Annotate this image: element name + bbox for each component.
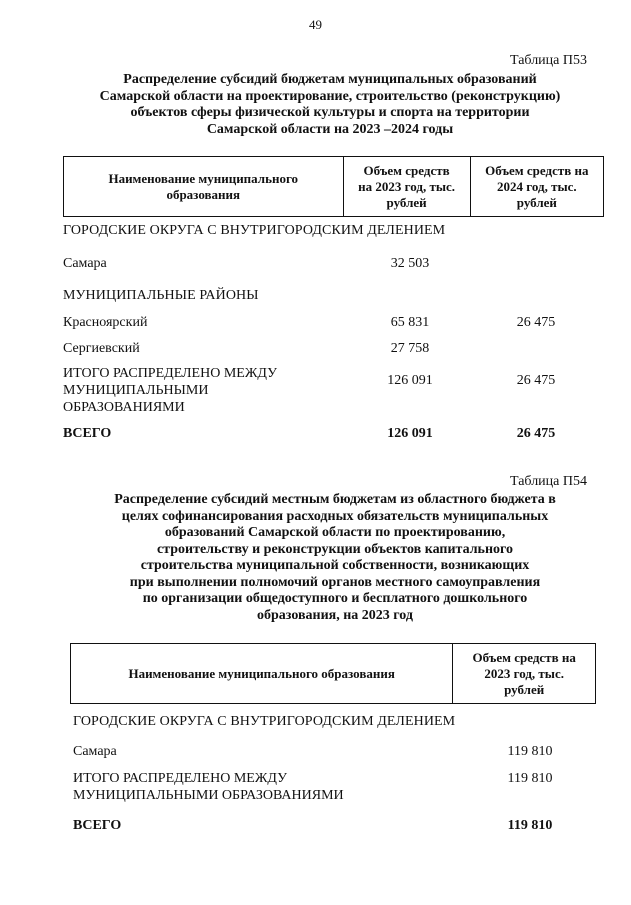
- row-value-2024: 26 475: [516, 315, 556, 330]
- title-line: образования, на 2023 год: [256, 607, 413, 623]
- row-value-2023: 126 091: [387, 373, 433, 388]
- title-line: объектов сферы физической культуры и спорта на территории: [130, 105, 530, 120]
- page-number: 49: [309, 17, 322, 32]
- title-line: по организации общедоступного и бесплатного дошкольного: [142, 591, 528, 606]
- table-p53-title: [40, 72, 620, 138]
- row-value-2023: 119 810: [507, 818, 553, 833]
- title-line: образований Самарской области по проектированию,: [164, 525, 506, 540]
- table-p53-header: [63, 156, 604, 217]
- row-name-samara: Самара: [73, 744, 117, 759]
- section-city-districts: ГОРОДСКИЕ ОКРУГА С ВНУТРИГОРОДСКИМ ДЕЛЕНИЕМ: [63, 223, 446, 238]
- row-name-sergievsky: Сергиевский: [63, 341, 140, 356]
- title-line: Распределение субсидий местным бюджетам из областного бюджета в: [114, 492, 556, 507]
- header-2023: Объем средств на 2023 год, тыс. рублей: [453, 644, 596, 704]
- row-name-krasnoyarsky: Красноярский: [63, 315, 148, 330]
- header-name: Наименование муниципального образования: [71, 644, 453, 704]
- row-name-itogo: ИТОГО РАСПРЕДЕЛЕНО МЕЖДУ МУНИЦИПАЛЬНЫМИ ОБРАЗОВАНИЯМИ: [73, 771, 344, 803]
- table-p54-label: Таблица П54: [510, 474, 587, 489]
- header-name: Наименование муниципального образования: [64, 157, 344, 217]
- row-value-2024: 26 475: [516, 373, 556, 388]
- row-value-2023: 65 831: [390, 315, 430, 330]
- title-line: Распределение субсидий бюджетам муниципальных образований: [123, 72, 537, 87]
- section-municipal-districts: МУНИЦИПАЛЬНЫЕ РАЙОНЫ: [63, 288, 259, 303]
- row-name-vsego: ВСЕГО: [63, 426, 112, 441]
- row-value-2024: 26 475: [516, 426, 556, 441]
- title-line: при выполнении полномочий органов местного самоуправления: [129, 574, 541, 590]
- row-value-2023: 32 503: [390, 256, 430, 271]
- header-2024: Объем средств на 2024 год, тыс. рублей: [470, 157, 603, 217]
- table-p53-label: Таблица П53: [510, 53, 587, 68]
- title-line: строительству и реконструкции объектов капитального: [156, 541, 514, 557]
- row-value-2023: 119 810: [507, 744, 553, 759]
- row-value-2023: 27 758: [390, 341, 430, 356]
- title-line: Самарской области на проектирование, строительство (реконструкцию): [99, 88, 561, 104]
- title-line: строительства муниципальной собственности, возникающих: [140, 558, 530, 573]
- table-p54-header: [70, 643, 596, 704]
- title-line: целях софинансирования расходных обязательств муниципальных: [121, 508, 549, 524]
- row-value-2023: 126 091: [387, 426, 433, 441]
- row-name-vsego: ВСЕГО: [73, 818, 122, 833]
- row-name-itogo: ИТОГО РАСПРЕДЕЛЕНО МЕЖДУ МУНИЦИПАЛЬНЫМИ ОБРАЗОВАНИЯМИ: [63, 366, 277, 415]
- header-2023: Объем средств на 2023 год, тыс. рублей: [343, 157, 470, 217]
- title-line: Самарской области на 2023 –2024 годы: [206, 121, 454, 137]
- table-p54-title: [40, 492, 630, 624]
- row-value-2023: 119 810: [507, 771, 553, 786]
- row-name-samara: Самара: [63, 256, 107, 271]
- section-city-districts: ГОРОДСКИЕ ОКРУГА С ВНУТРИГОРОДСКИМ ДЕЛЕНИЕМ: [73, 714, 456, 729]
